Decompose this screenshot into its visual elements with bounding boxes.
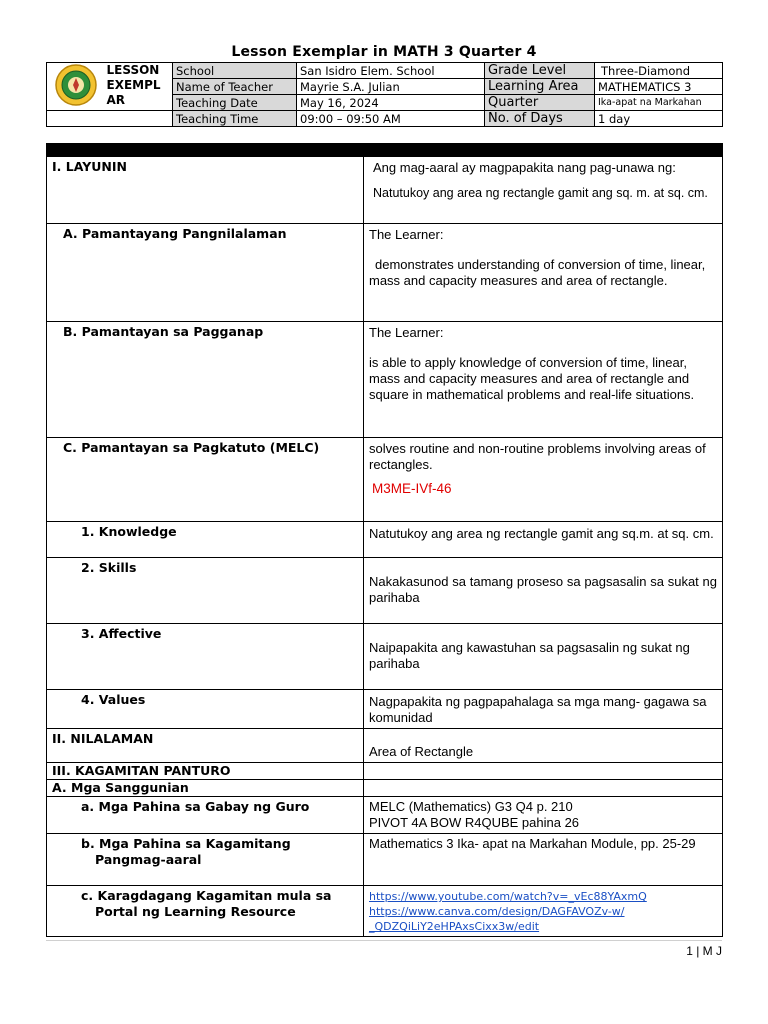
school-logo (47, 63, 105, 111)
kagamitang-label-line1: b. Mga Pahina sa Kagamitang (81, 836, 291, 851)
gabay-cell (364, 797, 723, 834)
date-label: Teaching Date (173, 95, 297, 111)
lesson-exemplar-label: LESSON EXEMPL AR (105, 63, 173, 111)
affective-label: 3. Affective (47, 624, 364, 690)
days-label: No. of Days (485, 111, 595, 127)
c-label: C. Pamantayan sa Pagkatuto (MELC) (47, 438, 364, 522)
c-text1: solves routine and non-routine problems involving areas of rectangles. (369, 441, 706, 472)
layunin-text1: Ang mag-aaral ay magpapakita nang pag-unawa ng: (373, 160, 676, 175)
skills-cell (364, 558, 723, 624)
grade-label: Grade Level (485, 63, 595, 79)
table-row (47, 780, 723, 797)
skills-label: 2. Skills (47, 558, 364, 624)
values-text: Nagpapakita ng pagpapahalaga sa mga mang- gagawa sa komunidad (364, 690, 723, 729)
page-number: 1 | M J (686, 944, 722, 958)
b-text1: The Learner: (369, 325, 444, 340)
lesson-table (46, 143, 723, 937)
table-row (47, 690, 723, 729)
layunin-cell (364, 157, 723, 224)
b-label: B. Pamantayan sa Pagganap (47, 322, 364, 438)
c-code: M3ME-IVf-46 (372, 481, 452, 496)
header-table (46, 62, 723, 127)
a-text1: The Learner: (369, 227, 444, 242)
gabay-label: a. Mga Pahina sa Gabay ng Guro (47, 797, 364, 834)
empty-cell (47, 111, 173, 127)
nilalaman-label: II. NILALAMAN (47, 729, 364, 763)
table-row (47, 157, 723, 224)
kagamitang-label (47, 834, 364, 886)
table-header-bar (47, 144, 723, 157)
values-label: 4. Values (47, 690, 364, 729)
knowledge-text: Natutukoy ang area ng rectangle gamit ang sq.m. at sq. cm. (364, 522, 723, 558)
nilalaman-text: Area of Rectangle (369, 744, 474, 759)
area-value: MATHEMATICS 3 (595, 79, 723, 95)
kagamitang-text: Mathematics 3 Ika- apat na Markahan Module, pp. 25-29 (364, 834, 723, 886)
school-value: San Isidro Elem. School (297, 63, 485, 79)
layunin-text2: Natutukoy ang area ng rectangle gamit ang sq. m. at sq. cm. (373, 186, 708, 200)
teacher-label: Name of Teacher (173, 79, 297, 95)
c-cell (364, 438, 723, 522)
table-row (47, 224, 723, 322)
canva-link[interactable]: https://www.canva.com/design/DAGFAVOZv-w/ (369, 905, 625, 918)
days-value: 1 day (595, 111, 723, 127)
kagamitang-label-line2: Pangmag-aaral (95, 852, 202, 867)
table-row (47, 886, 723, 937)
table-row (47, 763, 723, 780)
sanggunian-label: A. Mga Sanggunian (47, 780, 364, 797)
table-row (47, 729, 723, 763)
affective-text: Naipapakita ang kawastuhan sa pagsasalin ng sukat ng parihaba (369, 640, 690, 671)
seal-icon (54, 63, 98, 107)
knowledge-label: 1. Knowledge (47, 522, 364, 558)
nilalaman-cell (364, 729, 723, 763)
time-label: Teaching Time (173, 111, 297, 127)
karagdagang-label-line1: c. Karagdagang Kagamitan mula sa (81, 888, 332, 903)
table-row (47, 438, 723, 522)
karagdagang-links (364, 886, 723, 937)
b-text2: is able to apply knowledge of conversion of time, linear, mass and capacity measures and area of rectangle and square in mathematical problems and real-life situations. (369, 355, 695, 402)
a-text2: demonstrates understanding of conversion of time, linear, mass and capacity measures and area of rectangle. (369, 257, 706, 288)
canva-link-continued[interactable]: _QDZQiLiY2eHPAxsCixx3w/edit (369, 920, 540, 933)
kagamitan-label: III. KAGAMITAN PANTURO (47, 763, 364, 780)
school-label: School (173, 63, 297, 79)
affective-cell (364, 624, 723, 690)
table-row (47, 797, 723, 834)
skills-text: Nakakasunod sa tamang proseso sa pagsasalin sa sukat ng parihaba (369, 574, 717, 605)
table-row (47, 322, 723, 438)
document-title: Lesson Exemplar in MATH 3 Quarter 4 (231, 44, 537, 60)
footer-divider (46, 940, 722, 941)
table-row (47, 522, 723, 558)
karagdagang-label-line2: Portal ng Learning Resource (95, 904, 296, 919)
gabay-text1: MELC (Mathematics) G3 Q4 p. 210 (369, 799, 573, 814)
quarter-label: Quarter (485, 95, 595, 111)
table-row (47, 834, 723, 886)
karagdagang-label (47, 886, 364, 937)
teacher-value: Mayrie S.A. Julian (297, 79, 485, 95)
area-label: Learning Area (485, 79, 595, 95)
date-value: May 16, 2024 (297, 95, 485, 111)
a-cell (364, 224, 723, 322)
youtube-link[interactable]: https://www.youtube.com/watch?v=_vEc88YAxmQ (369, 890, 647, 903)
a-label: A. Pamantayang Pangnilalaman (47, 224, 364, 322)
table-row (47, 558, 723, 624)
b-cell (364, 322, 723, 438)
layunin-label: I. LAYUNIN (47, 157, 364, 224)
time-value: 09:00 – 09:50 AM (297, 111, 485, 127)
grade-value: Three-Diamond (595, 63, 723, 79)
table-row (47, 624, 723, 690)
gabay-text2: PIVOT 4A BOW R4QUBE pahina 26 (369, 815, 580, 830)
quarter-value: Ika-apat na Markahan (595, 95, 723, 111)
